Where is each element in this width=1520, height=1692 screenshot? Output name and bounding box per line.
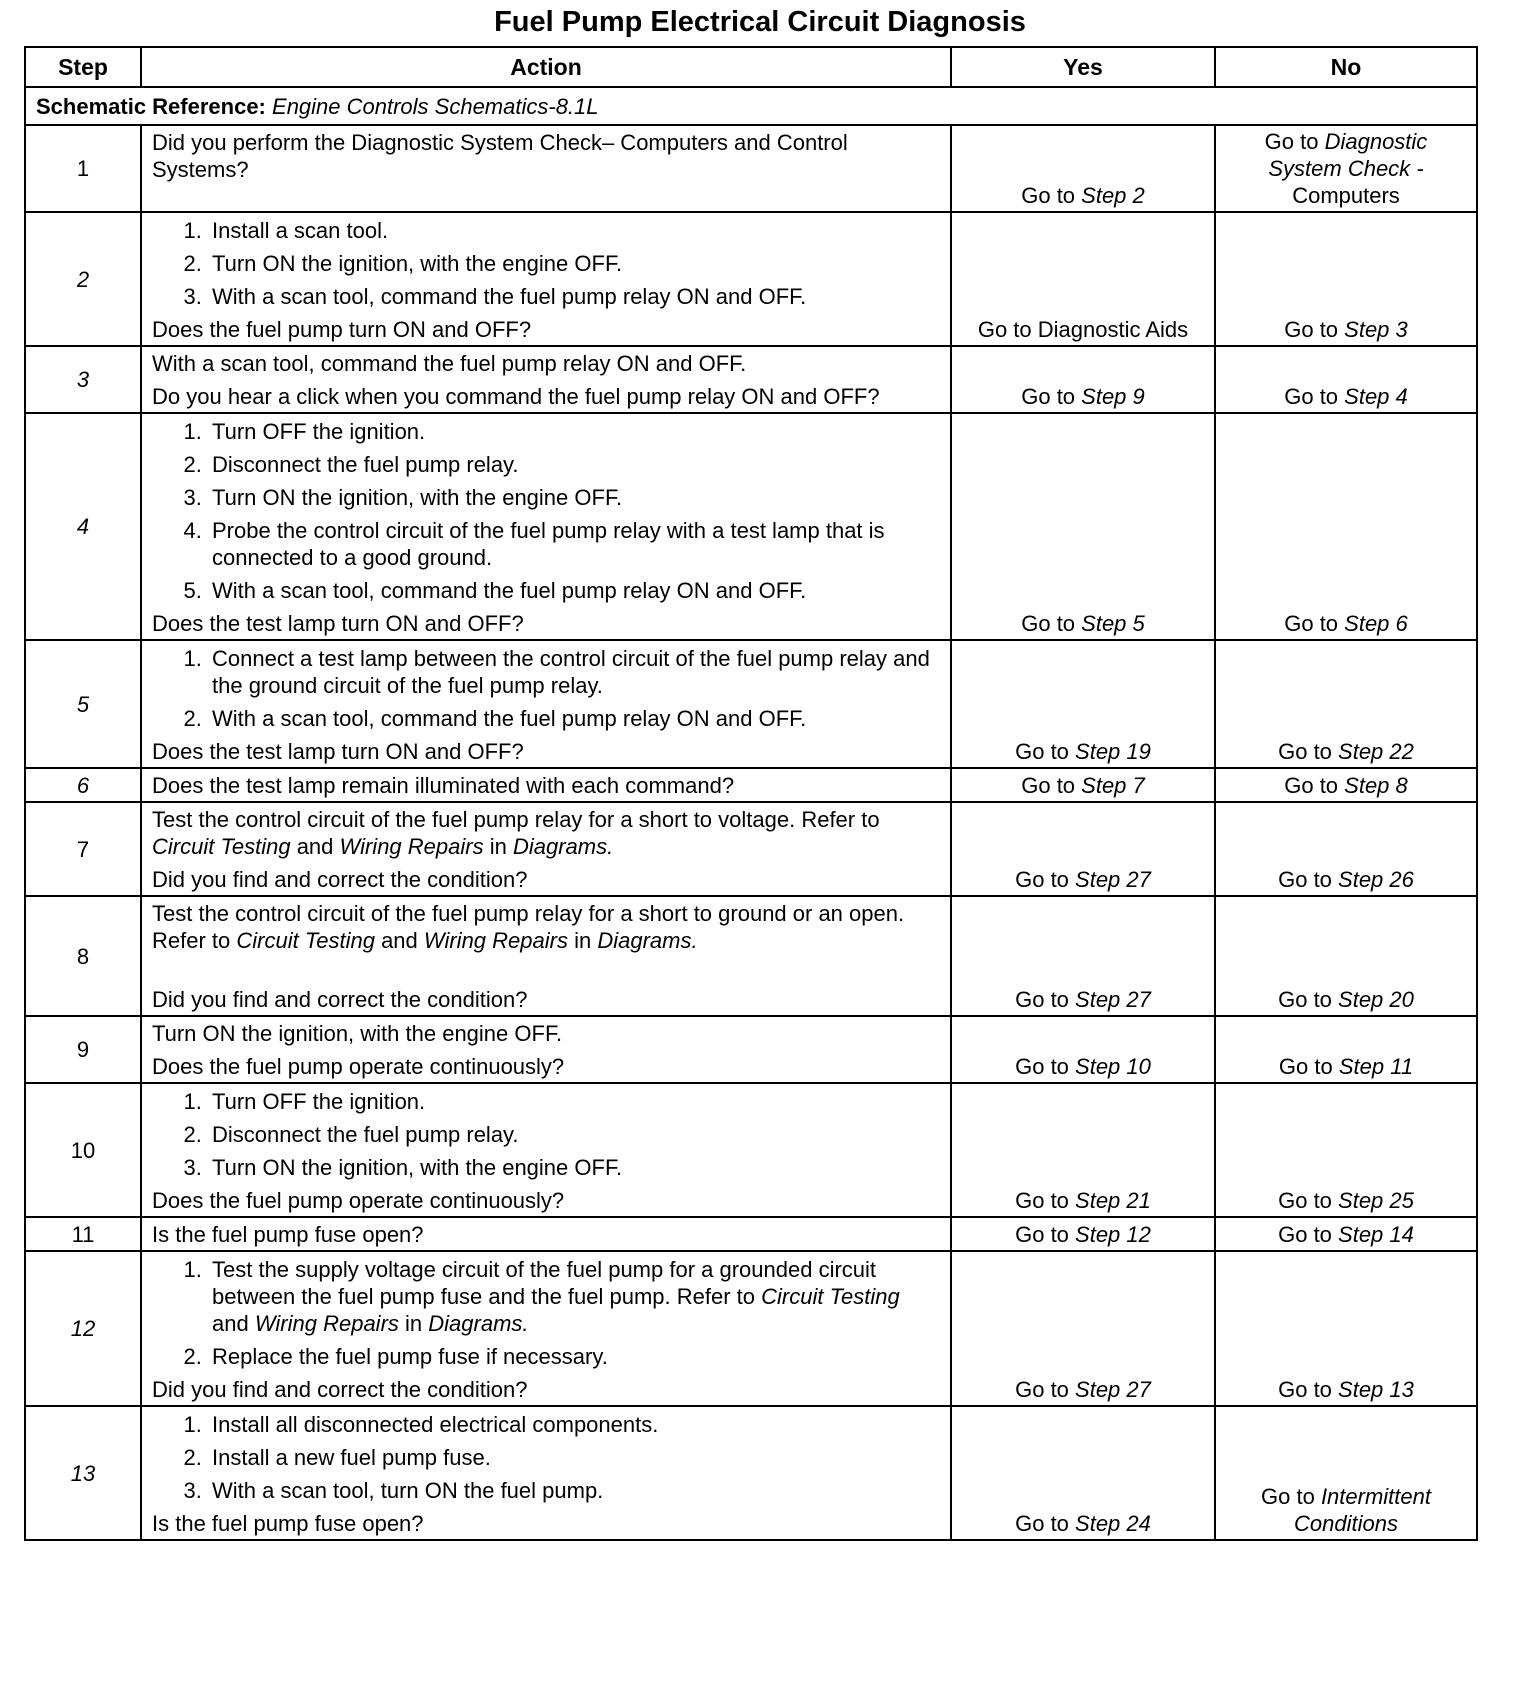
text-run: Is the fuel pump fuse open? xyxy=(152,1511,424,1536)
action-text xyxy=(152,129,940,183)
text-run: Does the fuel pump turn ON and OFF? xyxy=(152,317,532,342)
italic-text: Wiring Repairs xyxy=(423,928,568,953)
text-run: With a scan tool, command the fuel pump relay ON and OFF. xyxy=(152,351,747,376)
step-row xyxy=(25,768,1477,802)
text-run: Go to xyxy=(1284,384,1345,409)
yes-result xyxy=(951,1016,1215,1083)
step-number: 10 xyxy=(25,1083,141,1217)
step-action xyxy=(141,413,951,640)
italic-text: Step 14 xyxy=(1338,1222,1414,1247)
text-run: Probe the control circuit of the fuel pump relay with a test lamp that is connected to a good ground. xyxy=(212,518,885,570)
step-row xyxy=(25,1406,1477,1540)
italic-text: Step 26 xyxy=(1338,867,1414,892)
action-list-item xyxy=(208,217,940,244)
text-run: Go to xyxy=(1015,1511,1076,1536)
italic-text: Step 22 xyxy=(1338,739,1414,764)
italic-text: Step 12 xyxy=(1075,1222,1151,1247)
step-row xyxy=(25,1083,1477,1217)
italic-text: Step 24 xyxy=(1075,1511,1151,1536)
text-run: Does the fuel pump operate continuously? xyxy=(152,1054,565,1079)
step-number: 11 xyxy=(25,1217,141,1251)
text-run: Does the test lamp turn ON and OFF? xyxy=(152,739,524,764)
step-row xyxy=(25,212,1477,346)
italic-text: Step 2 xyxy=(1081,183,1145,208)
action-text xyxy=(152,1510,940,1537)
italic-text: Diagrams. xyxy=(512,834,614,859)
italic-text: Step 11 xyxy=(1338,1054,1414,1079)
no-result xyxy=(1215,1016,1477,1083)
text-run: With a scan tool, command the fuel pump relay ON and OFF. xyxy=(212,578,807,603)
step-number: 9 xyxy=(25,1016,141,1083)
action-text xyxy=(152,772,940,799)
step-action xyxy=(141,212,951,346)
step-action xyxy=(141,768,951,802)
action-list xyxy=(152,217,940,310)
text-run: Did you find and correct the condition? xyxy=(152,1377,528,1402)
text-run: Turn ON the ignition, with the engine OFF. xyxy=(212,1155,623,1180)
action-list xyxy=(152,1088,940,1181)
no-result xyxy=(1215,640,1477,768)
header-yes: Yes xyxy=(951,47,1215,87)
step-row xyxy=(25,125,1477,212)
italic-text: Intermittent Conditions xyxy=(1294,1484,1431,1536)
step-row xyxy=(25,640,1477,768)
italic-text: Step 25 xyxy=(1338,1188,1414,1213)
no-result xyxy=(1215,1406,1477,1540)
text-run: Test the supply voltage circuit of the fuel pump for a grounded circuit between the fuel pump fuse and the fuel pump. Refer to xyxy=(212,1257,877,1309)
step-action xyxy=(141,896,951,1016)
italic-text: Step 27 xyxy=(1075,867,1151,892)
action-list-item xyxy=(208,1444,940,1471)
no-result xyxy=(1215,212,1477,346)
text-run: Does the test lamp remain illuminated with each command? xyxy=(152,773,735,798)
step-action xyxy=(141,802,951,896)
text-run: Turn OFF the ignition. xyxy=(212,1089,426,1114)
step-row xyxy=(25,1251,1477,1406)
yes-result xyxy=(951,413,1215,640)
step-row xyxy=(25,896,1477,1016)
text-run: Go to xyxy=(1284,611,1345,636)
step-action xyxy=(141,1083,951,1217)
text-run: Go to xyxy=(1278,739,1339,764)
italic-text: Step 19 xyxy=(1075,739,1151,764)
yes-result xyxy=(951,1406,1215,1540)
schematic-reference-row xyxy=(25,87,1477,125)
italic-text: Diagrams. xyxy=(597,928,698,953)
italic-text: Circuit Testing xyxy=(761,1284,900,1309)
no-result xyxy=(1215,1217,1477,1251)
step-number: 6 xyxy=(25,768,141,802)
step-number: 5 xyxy=(25,640,141,768)
text-run: Disconnect the fuel pump relay. xyxy=(212,1122,519,1147)
yes-result xyxy=(951,346,1215,413)
action-text xyxy=(152,316,940,343)
text-run: Go to xyxy=(1261,1484,1321,1509)
text-run: Go to xyxy=(1015,1377,1076,1402)
step-number: 3 xyxy=(25,346,141,413)
text-run: Did you perform the Diagnostic System Check– Computers and Control Systems? xyxy=(152,130,848,182)
text-run: Go to Diagnostic Aids xyxy=(977,317,1189,342)
step-number: 1 xyxy=(25,125,141,212)
text-run: Go to xyxy=(1015,1222,1076,1247)
text-run: Go to xyxy=(1284,773,1345,798)
action-list-item xyxy=(208,1154,940,1181)
yes-result xyxy=(951,802,1215,896)
schematic-reference xyxy=(25,87,1477,125)
text-run: Go to xyxy=(1278,987,1339,1012)
action-list-item xyxy=(208,1343,940,1370)
yes-result xyxy=(951,1251,1215,1406)
action-list-item xyxy=(208,250,940,277)
text-run: Did you find and correct the condition? xyxy=(152,867,528,892)
action-text xyxy=(152,866,940,893)
action-list xyxy=(152,418,940,604)
text-run: in xyxy=(398,1311,429,1336)
step-action xyxy=(141,1016,951,1083)
no-result xyxy=(1215,768,1477,802)
text-run: Test the control circuit of the fuel pump relay for a short to ground or an open. Refer to xyxy=(152,901,905,953)
action-list-item xyxy=(208,283,940,310)
action-text xyxy=(152,1376,940,1403)
action-text xyxy=(152,900,940,954)
action-list-item xyxy=(208,1477,940,1504)
text-run: Do you hear a click when you command the fuel pump relay ON and OFF? xyxy=(152,384,880,409)
text-run: With a scan tool, turn ON the fuel pump. xyxy=(212,1478,604,1503)
no-result xyxy=(1215,346,1477,413)
table-header-row xyxy=(25,47,1477,87)
text-run: Turn ON the ignition, with the engine OFF. xyxy=(152,1021,563,1046)
text-run: Turn ON the ignition, with the engine OFF. xyxy=(212,251,623,276)
step-number: 4 xyxy=(25,413,141,640)
text-run: Go to xyxy=(1015,1054,1076,1079)
yes-result xyxy=(951,768,1215,802)
text-run: Install a scan tool. xyxy=(212,218,389,243)
text-run: Go to xyxy=(1278,1377,1339,1402)
italic-text: Step 4 xyxy=(1344,384,1408,409)
action-text xyxy=(152,806,940,860)
italic-text: Circuit Testing xyxy=(236,928,375,953)
step-row xyxy=(25,1217,1477,1251)
step-row xyxy=(25,802,1477,896)
italic-text: Step 27 xyxy=(1075,1377,1151,1402)
document-title: Fuel Pump Electrical Circuit Diagnosis xyxy=(494,6,1026,38)
yes-result xyxy=(951,896,1215,1016)
text-run: Go to xyxy=(1264,129,1325,154)
action-text xyxy=(152,610,940,637)
text-run: Go to xyxy=(1015,739,1076,764)
step-action xyxy=(141,1217,951,1251)
action-list-item xyxy=(208,451,940,478)
no-result xyxy=(1215,896,1477,1016)
text-run: Turn OFF the ignition. xyxy=(212,419,426,444)
yes-result xyxy=(951,212,1215,346)
italic-text: Step 7 xyxy=(1081,773,1145,798)
text-run: in xyxy=(483,834,513,859)
text-run: and xyxy=(374,928,424,953)
step-number: 7 xyxy=(25,802,141,896)
action-list xyxy=(152,1411,940,1504)
schematic-reference-label: Schematic Reference: xyxy=(36,93,266,119)
text-run: Go to xyxy=(1015,1188,1076,1213)
action-list xyxy=(152,645,940,732)
action-text xyxy=(152,383,940,410)
action-list-item xyxy=(208,645,940,699)
action-text xyxy=(152,1187,940,1214)
text-run: Go to xyxy=(1021,183,1082,208)
diagnosis-table xyxy=(24,46,1478,1541)
no-result xyxy=(1215,802,1477,896)
italic-text: Step 6 xyxy=(1344,611,1408,636)
schematic-reference-value: Engine Controls Schematics-8.1L xyxy=(272,93,599,119)
italic-text: Step 9 xyxy=(1081,384,1145,409)
step-action xyxy=(141,1406,951,1540)
italic-text: Step 21 xyxy=(1075,1188,1151,1213)
text-run: Go to xyxy=(1278,1222,1339,1247)
step-action xyxy=(141,125,951,212)
action-list-item xyxy=(208,1121,940,1148)
text-run: Go to xyxy=(1278,1054,1339,1079)
text-run: Turn ON the ignition, with the engine OFF. xyxy=(212,485,623,510)
step-number: 8 xyxy=(25,896,141,1016)
header-no: No xyxy=(1215,47,1477,87)
no-result xyxy=(1215,1251,1477,1406)
text-run: Go to xyxy=(1278,867,1339,892)
italic-text: Step 10 xyxy=(1075,1054,1151,1079)
text-run: Go to xyxy=(1284,317,1345,342)
text-run: and xyxy=(290,834,340,859)
header-step: Step xyxy=(25,47,141,87)
step-row xyxy=(25,1016,1477,1083)
italic-text: Wiring Repairs xyxy=(339,834,484,859)
no-result xyxy=(1215,125,1477,212)
step-row xyxy=(25,346,1477,413)
text-run: in xyxy=(567,928,598,953)
text-run: Does the test lamp turn ON and OFF? xyxy=(152,611,524,636)
step-action xyxy=(141,1251,951,1406)
text-run: Did you find and correct the condition? xyxy=(152,987,528,1012)
text-run: Go to xyxy=(1278,1188,1339,1213)
text-run: Disconnect the fuel pump relay. xyxy=(212,452,519,477)
text-run: Go to xyxy=(1021,384,1082,409)
action-list-item xyxy=(208,705,940,732)
text-run: Go to xyxy=(1021,773,1082,798)
action-list-item xyxy=(208,517,940,571)
no-result xyxy=(1215,1083,1477,1217)
text-run: Install a new fuel pump fuse. xyxy=(212,1445,491,1470)
text-run: Does the fuel pump operate continuously? xyxy=(152,1188,565,1213)
italic-text: Step 20 xyxy=(1338,987,1414,1012)
action-text xyxy=(152,1053,940,1080)
no-result xyxy=(1215,413,1477,640)
action-list-item xyxy=(208,1256,940,1337)
action-text xyxy=(152,1221,940,1248)
step-row xyxy=(25,413,1477,640)
text-run: Replace the fuel pump fuse if necessary. xyxy=(212,1344,608,1369)
action-list-item xyxy=(208,1411,940,1438)
step-number: 2 xyxy=(25,212,141,346)
yes-result xyxy=(951,1083,1215,1217)
italic-text: Diagrams. xyxy=(428,1311,529,1336)
italic-text: Step 8 xyxy=(1344,773,1408,798)
step-action xyxy=(141,346,951,413)
header-action: Action xyxy=(141,47,951,87)
italic-text: Step 27 xyxy=(1075,987,1151,1012)
text-run: With a scan tool, command the fuel pump relay ON and OFF. xyxy=(212,284,807,309)
text-run: Go to xyxy=(1021,611,1082,636)
action-list-item xyxy=(208,418,940,445)
action-list-item xyxy=(208,484,940,511)
step-number: 13 xyxy=(25,1406,141,1540)
text-run: Install all disconnected electrical components. xyxy=(212,1412,659,1437)
italic-text: Diagnostic System Check - xyxy=(1268,129,1428,181)
yes-result xyxy=(951,1217,1215,1251)
action-list-item xyxy=(208,577,940,604)
text-run: Go to xyxy=(1015,867,1076,892)
action-text xyxy=(152,738,940,765)
italic-text: Wiring Repairs xyxy=(254,1311,399,1336)
italic-text: Step 13 xyxy=(1338,1377,1414,1402)
italic-text: Step 3 xyxy=(1344,317,1408,342)
step-action xyxy=(141,640,951,768)
action-text xyxy=(152,350,940,377)
yes-result xyxy=(951,640,1215,768)
action-list xyxy=(152,1256,940,1370)
action-text xyxy=(152,986,940,1013)
text-run: Computers xyxy=(1292,183,1400,208)
action-list-item xyxy=(208,1088,940,1115)
text-run: and xyxy=(212,1311,255,1336)
italic-text: Circuit Testing xyxy=(152,834,291,859)
text-run: Is the fuel pump fuse open? xyxy=(152,1222,424,1247)
action-text xyxy=(152,1020,940,1047)
yes-result xyxy=(951,125,1215,212)
step-number: 12 xyxy=(25,1251,141,1406)
text-run: With a scan tool, command the fuel pump relay ON and OFF. xyxy=(212,706,807,731)
text-run: Go to xyxy=(1015,987,1076,1012)
text-run: Connect a test lamp between the control circuit of the fuel pump relay and the ground circuit of the fuel pump relay. xyxy=(212,646,930,698)
text-run: Test the control circuit of the fuel pump relay for a short to voltage. Refer to xyxy=(152,807,880,832)
italic-text: Step 5 xyxy=(1081,611,1145,636)
